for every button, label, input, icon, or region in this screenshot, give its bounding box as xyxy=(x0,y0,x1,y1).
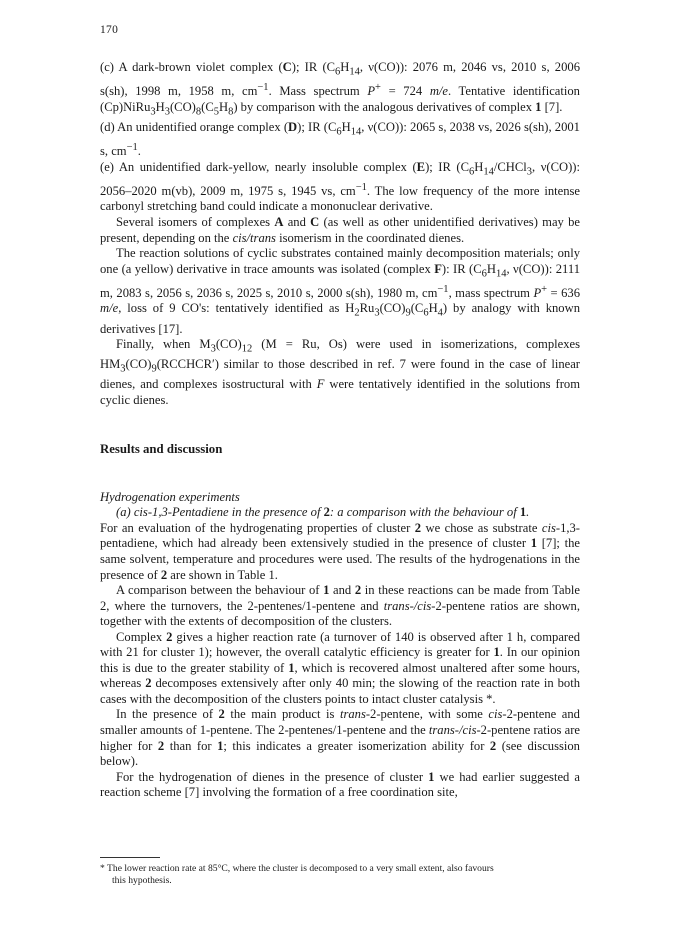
body-text xyxy=(100,60,580,801)
subsubsection-title: (a) cis-1,3-Pentadiene in the presence of 2: a comparison with the behaviour of 1. xyxy=(116,505,530,520)
paragraph-products: In the presence of 2 the main product is trans-2-pentene, with some cis-2-pentene and smaller amounts of 1-pentene. The 2-pentenes/1-pentene and the trans-/cis-2-pentene ratios are higher for 2 than for 1; this indicates a greater isomerization ability for 2 (see discussion below). xyxy=(100,707,580,769)
section-title: Results and discussion xyxy=(100,442,223,457)
paragraph-comparison: A comparison between the behaviour of 1 and 2 in these reactions can be made from Table 2, where the turnovers, the 2-pentenes/1-pentene and trans-/cis-2-pentene ratios are shown, together with the extents of decomposition of the clusters. xyxy=(100,583,580,629)
paragraph-cyclic: The reaction solutions of cyclic substrates contained mainly decomposition materials; only one (a yellow) derivative in trace amounts was isolated (complex F): IR ($C_6H_{14}$, ν(CO)): 2111 m, 2083 s, 2056 s, 2036 s, 2025 s, 2010 s, 2000 s(sh), 1980 m, $cm^{-1}$, mass spectrum P+ = 636 m/e, loss of 9 CO's: tentatively identified as $H_2Ru_3(CO)_9(C_6H_4)$ by analogy with known derivatives [17]. xyxy=(100,246,580,336)
footnote-marker: * xyxy=(100,863,105,874)
paragraph-rate: Complex 2 gives a higher reaction rate (a turnover of 140 is observed after 1 h, compared with 21 for cluster 1); however, the overall catalytic efficiency is greater for 1. In our opinion this is due to the greater stability of 1, which is recovered almost unaltered after some hours, whereas 2 decomposes extensively after only 40 min; the slowing of the reaction rate in both cases with the decomposition of the clusters points to intact cluster catalysis *. xyxy=(100,629,581,706)
footnote-line1: The lower reaction rate at 85°C, where the cluster is decomposed to a very small extent, also favours xyxy=(107,863,494,874)
paragraph-scheme: For the hydrogenation of dienes in the presence of cluster 1 we had earlier suggested a reaction scheme [7] involving the formation of a free coordination site, xyxy=(100,769,580,800)
item-d: (d) An unidentified orange complex (D); IR ($C_6H_{14}$, ν(CO)): 2065 s, 2038 vs, 2026 s(sh), 2001 s, $cm^{-1}$. xyxy=(100,119,580,159)
footnote xyxy=(100,863,580,888)
paragraph-evaluation: For an evaluation of the hydrogenating properties of cluster 2 we chose as substrate cis-1,3-pentadiene, which had already been extensively studied in the presence of cluster 1 [7]; the same solvent, temperature and procedures were used. The results of the hydrogenations in the presence of 2 are shown in Table 1. xyxy=(100,520,581,582)
item-e: (e) An unidentified dark-yellow, nearly insoluble complex (E); IR ($C_6H_{14}/CHCl_3$, ν(CO)): 2056–2020 m(vb), 2009 m, 1975 s, 1945 vs, $cm^{-1}$. The low frequency of the more intense carbonyl stretching band could indicate a mononuclear derivative. xyxy=(100,159,580,214)
paragraph-finally: Finally, when $M_3(CO)_{12}$ (M = Ru, Os) were used in isomerizations, complexes $HM_3(CO)_9(RCCHCR')$ similar to those described in ref. 7 were found in the case of linear dienes, and complexes isostructural with F were tentatively identified in the solutions from cyclic dienes. xyxy=(100,337,580,407)
footnote-rule xyxy=(100,857,160,858)
paragraph-isomers: Several isomers of complexes A and C (as well as other unidentified derivatives) may be present, depending on the cis/trans isomerism in the coordinated dienes. xyxy=(100,215,580,245)
subsection-title: Hydrogenation experiments xyxy=(100,489,240,504)
footnote-line2: this hypothesis. xyxy=(112,875,172,887)
page-number: 170 xyxy=(100,24,119,36)
item-c: (c) A dark-brown violet complex (C); IR ($C_6H_{14}$, ν(CO)): 2076 m, 2046 vs, 2010 s, 2006 s(sh), 1998 m, 1958 m, $cm^{-1}$. Mass spectrum P+ = 724 m/e. Tentative identification $(Cp)NiRu_3H_3(CO)_8(C_5H_8)$ by comparison with the analogous derivatives of complex 1 [7]. xyxy=(100,60,580,118)
